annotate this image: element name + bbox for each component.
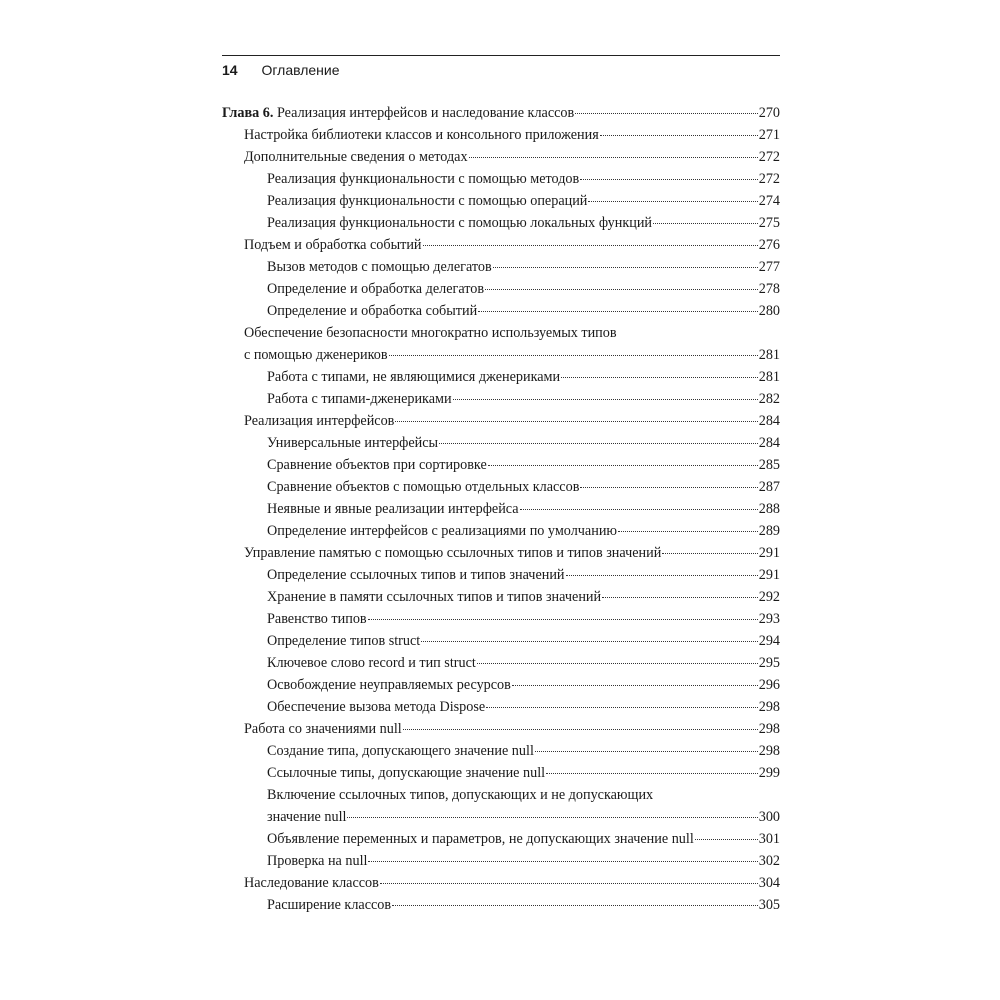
toc-entry-row: [267, 828, 780, 850]
toc-entry: [222, 278, 780, 300]
toc-entry-row: [267, 696, 780, 718]
toc-entry-row: [267, 278, 780, 300]
toc-entry-title: Освобождение неуправляемых ресурсов: [267, 677, 511, 693]
toc-entry-title: Настройка библиотеки классов и консольного приложения: [244, 127, 599, 143]
toc-entry: [222, 894, 780, 916]
toc-entry: [222, 168, 780, 190]
dot-leader: [469, 157, 758, 158]
dot-leader: [368, 619, 758, 620]
toc-entry: [222, 718, 780, 740]
chapter-label: Глава 6.: [222, 105, 274, 121]
toc-entry: [222, 146, 780, 168]
toc-entry-title: Определение типов struct: [267, 633, 421, 649]
toc-entry-row: [267, 300, 780, 322]
toc-entry-page-number: 278: [758, 281, 780, 297]
dot-leader: [395, 421, 757, 422]
toc-entry-row: [267, 520, 780, 542]
toc-entry-row: [244, 344, 780, 366]
dot-leader: [580, 179, 757, 180]
dot-leader: [520, 509, 758, 510]
toc-entry-title: Сравнение объектов при сортировке: [267, 457, 487, 473]
toc-entry: [222, 542, 780, 564]
toc-entry: [222, 322, 780, 366]
toc-entry-row: [267, 740, 780, 762]
toc-entry-title: Обеспечение вызова метода Dispose: [267, 699, 486, 715]
toc-entry: [222, 740, 780, 762]
toc-entry-row: [267, 454, 780, 476]
dot-leader: [347, 817, 757, 818]
toc-entry-row: [267, 586, 780, 608]
toc-entry-title: Работа с типами-дженериками: [267, 391, 452, 407]
toc-entry-page-number: 284: [758, 435, 780, 451]
toc-entry-title: Дополнительные сведения о методах: [244, 149, 468, 165]
toc-entry-title: Реализация функциональности с помощью методов: [267, 171, 580, 187]
toc-entry-title: Реализация функциональности с помощью операций: [267, 193, 588, 209]
dot-leader: [618, 531, 758, 532]
toc-entry-page-number: 289: [758, 523, 780, 539]
dot-leader: [380, 883, 758, 884]
toc-entry: [222, 454, 780, 476]
toc-entry: [222, 388, 780, 410]
toc-entry: [222, 608, 780, 630]
dot-leader: [453, 399, 758, 400]
toc-entry: [222, 498, 780, 520]
toc-entry-row: [244, 718, 780, 740]
toc-entry-row: [244, 542, 780, 564]
toc-entry-title: Работа с типами, не являющимися дженериками: [267, 369, 561, 385]
toc-entry-title: Реализация интерфейсов и наследование классов: [276, 105, 575, 121]
dot-leader: [439, 443, 758, 444]
toc-entry: [222, 872, 780, 894]
toc-entry: [222, 630, 780, 652]
toc-entry-row: [267, 476, 780, 498]
toc-entry-row: [267, 256, 780, 278]
toc-entry-row: [267, 190, 780, 212]
dot-leader: [493, 267, 758, 268]
dot-leader: [695, 839, 758, 840]
toc-entry-page-number: 305: [758, 897, 780, 913]
toc-entry-page-number: 301: [758, 831, 780, 847]
dot-leader: [566, 575, 758, 576]
toc-entry-page-number: 298: [758, 743, 780, 759]
toc-entry-row: [244, 872, 780, 894]
dot-leader: [580, 487, 757, 488]
toc-entry-title: Объявление переменных и параметров, не допускающих значение null: [267, 831, 694, 847]
toc-entry-page-number: 272: [758, 171, 780, 187]
toc-entry-page-number: 304: [758, 875, 780, 891]
toc-entry-row: [267, 674, 780, 696]
toc-entry: [222, 762, 780, 784]
toc-entry: [222, 476, 780, 498]
toc-entry-title-first-line: Включение ссылочных типов, допускающих и не допускающих: [267, 787, 654, 803]
toc-entry: [222, 300, 780, 322]
toc-entry-title: Ключевое слово record и тип struct: [267, 655, 476, 671]
toc-entry-row: [267, 762, 780, 784]
toc-entry-title: Реализация функциональности с помощью локальных функций: [267, 215, 653, 231]
toc-entry: [222, 410, 780, 432]
toc-entry-page-number: 296: [758, 677, 780, 693]
toc-entry-page-number: 299: [758, 765, 780, 781]
toc-entry-row: [267, 388, 780, 410]
toc-entry-row: [244, 146, 780, 168]
running-head: [222, 55, 780, 78]
toc-entry-row: [244, 410, 780, 432]
toc-entry-title: Создание типа, допускающего значение null: [267, 743, 534, 759]
toc-entry-title: Неявные и явные реализации интерфейса: [267, 501, 519, 517]
toc-entry-row: [267, 806, 780, 828]
toc-entry: [222, 124, 780, 146]
toc-entry-title: Определение ссылочных типов и типов значений: [267, 567, 565, 583]
toc-entry: [222, 586, 780, 608]
dot-leader: [588, 201, 757, 202]
toc-entry: [222, 784, 780, 828]
section-title: Оглавление: [261, 62, 340, 78]
toc-entry-row: [244, 234, 780, 256]
toc-entry-page-number: 281: [758, 369, 780, 385]
toc-entry: [222, 212, 780, 234]
dot-leader: [546, 773, 758, 774]
toc-entry-page-number: 277: [758, 259, 780, 275]
toc-entry-title: Сравнение объектов с помощью отдельных классов: [267, 479, 580, 495]
toc-entry-page-number: 294: [758, 633, 780, 649]
toc-entry-page-number: 295: [758, 655, 780, 671]
dot-leader: [392, 905, 758, 906]
dot-leader: [486, 707, 758, 708]
toc-entry: [222, 652, 780, 674]
toc-entry-page-number: 274: [758, 193, 780, 209]
dot-leader: [478, 311, 758, 312]
toc-entry-title: Определение и обработка событий: [267, 303, 478, 319]
toc-entry-page-number: 275: [758, 215, 780, 231]
dot-leader: [488, 465, 758, 466]
dot-leader: [512, 685, 758, 686]
toc-entry-row: [267, 652, 780, 674]
dot-leader: [485, 289, 758, 290]
toc-entry-title: с помощью дженериков: [244, 347, 388, 363]
toc-entry-row: [222, 102, 780, 124]
toc-entry-title: Управление памятью с помощью ссылочных типов и типов значений: [244, 545, 662, 561]
dot-leader: [368, 861, 757, 862]
toc-entry-title: значение null: [267, 809, 347, 825]
toc-entry: [222, 696, 780, 718]
toc-entry-title: Реализация интерфейсов: [244, 413, 395, 429]
toc-entry: [222, 520, 780, 542]
toc-entry-page-number: 287: [758, 479, 780, 495]
toc-entry-title: Хранение в памяти ссылочных типов и типов значений: [267, 589, 602, 605]
toc-entry-row: [267, 850, 780, 872]
toc-entry-title: Вызов методов с помощью делегатов: [267, 259, 492, 275]
toc-entry-page-number: 292: [758, 589, 780, 605]
toc-entry-page-number: 300: [758, 809, 780, 825]
toc-entry-page-number: 293: [758, 611, 780, 627]
dot-leader: [602, 597, 758, 598]
toc-entry-page-number: 281: [758, 347, 780, 363]
toc-entry-row: [267, 564, 780, 586]
toc-entry-row: [267, 498, 780, 520]
toc-entry-row: [267, 894, 780, 916]
toc-entry-title: Работа со значениями null: [244, 721, 402, 737]
toc-entry-title: Расширение классов: [267, 897, 392, 913]
toc-entry-page-number: 288: [758, 501, 780, 517]
toc-entry-page-number: 291: [758, 567, 780, 583]
toc-entry: [222, 432, 780, 454]
toc-entry-title: Ссылочные типы, допускающие значение null: [267, 765, 546, 781]
toc-entry-title: Равенство типов: [267, 611, 367, 627]
toc-entry-row: [267, 168, 780, 190]
toc-entry: [222, 256, 780, 278]
toc-entry-row: [267, 608, 780, 630]
dot-leader: [575, 113, 758, 114]
toc-entry-page-number: 272: [758, 149, 780, 165]
toc-entry-row: [267, 432, 780, 454]
toc-entry-page-number: 285: [758, 457, 780, 473]
toc-entry-page-number: 271: [758, 127, 780, 143]
page-number: 14: [222, 62, 238, 78]
toc-entry-page-number: 282: [758, 391, 780, 407]
toc-entry-title: Подъем и обработка событий: [244, 237, 422, 253]
toc-entry: [222, 828, 780, 850]
toc-entry-page-number: 291: [758, 545, 780, 561]
toc-entry: [222, 564, 780, 586]
toc-entry-row: [244, 124, 780, 146]
table-of-contents: [222, 102, 780, 916]
toc-entry-page-number: 276: [758, 237, 780, 253]
toc-entry: [222, 850, 780, 872]
toc-entry-title: Определение интерфейсов с реализациями по умолчанию: [267, 523, 618, 539]
dot-leader: [662, 553, 757, 554]
toc-entry-title: Проверка на null: [267, 853, 368, 869]
dot-leader: [477, 663, 758, 664]
dot-leader: [421, 641, 758, 642]
toc-entry-title-first-line: Обеспечение безопасности многократно используемых типов: [244, 325, 617, 341]
toc-entry: [222, 366, 780, 388]
toc-entry: [222, 674, 780, 696]
dot-leader: [389, 355, 758, 356]
toc-entry-page-number: 298: [758, 699, 780, 715]
toc-entry-page-number: 298: [758, 721, 780, 737]
toc-entry-page-number: 280: [758, 303, 780, 319]
dot-leader: [423, 245, 758, 246]
dot-leader: [653, 223, 758, 224]
dot-leader: [600, 135, 758, 136]
toc-entry-title: Определение и обработка делегатов: [267, 281, 485, 297]
dot-leader: [535, 751, 758, 752]
toc-entry: [222, 190, 780, 212]
toc-entry-row: [267, 212, 780, 234]
running-head-text: [222, 61, 340, 79]
toc-entry-page-number: 284: [758, 413, 780, 429]
dot-leader: [561, 377, 758, 378]
toc-entry-page-number: 302: [758, 853, 780, 869]
toc-entry-page-number: 270: [758, 105, 780, 121]
toc-entry-title: Наследование классов: [244, 875, 379, 891]
toc-entry-row: [267, 630, 780, 652]
toc-entry-title: Универсальные интерфейсы: [267, 435, 439, 451]
dot-leader: [403, 729, 758, 730]
toc-entry: [222, 234, 780, 256]
toc-chapter-entry: [222, 102, 780, 124]
toc-entry-row: [267, 366, 780, 388]
